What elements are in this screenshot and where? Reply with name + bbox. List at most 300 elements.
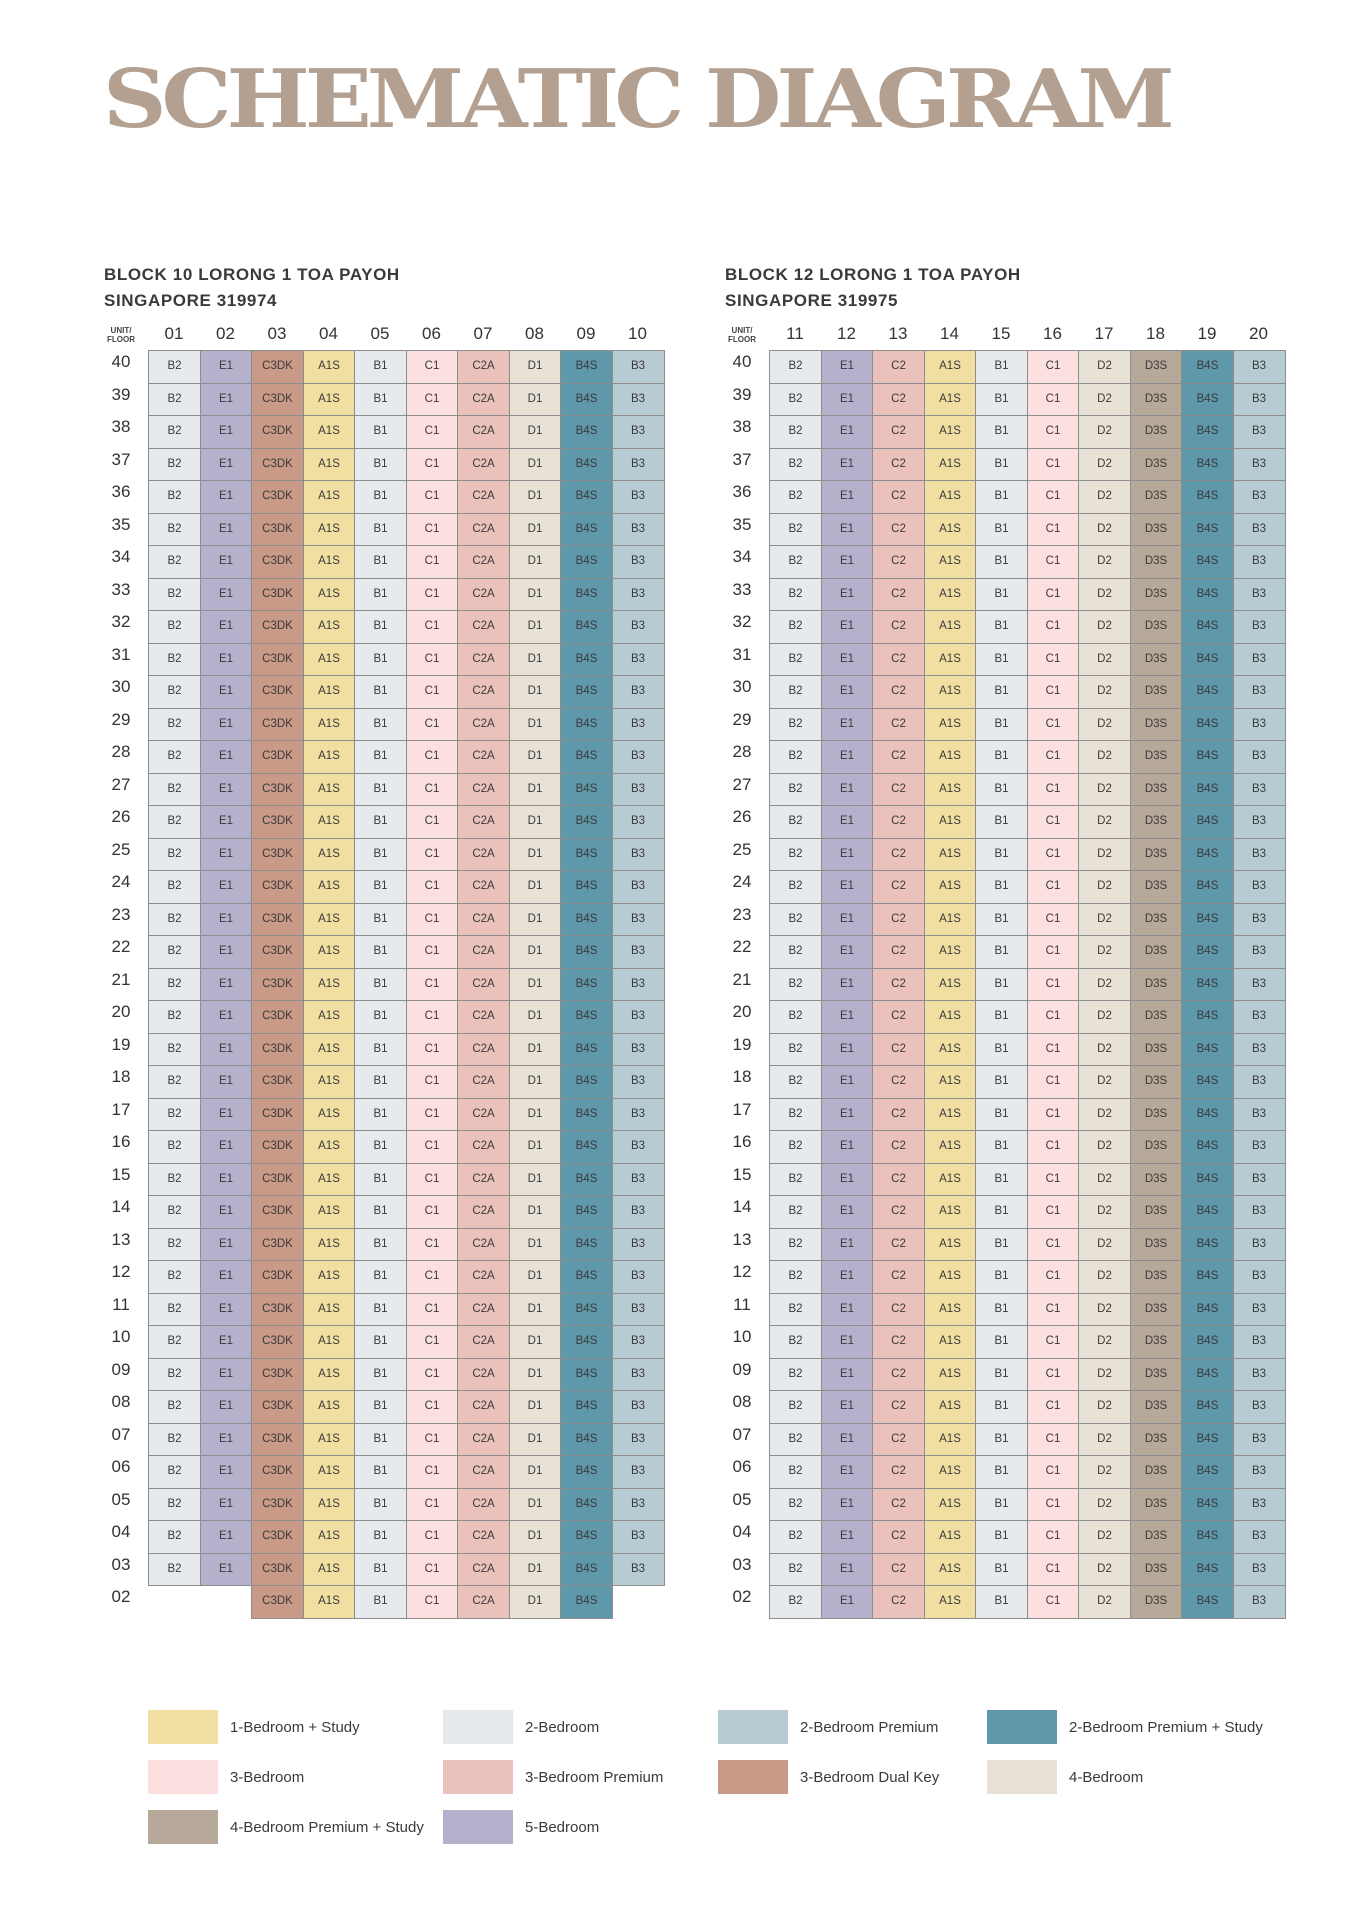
floor-row — [725, 1585, 1285, 1618]
unit-cell: A1S — [924, 383, 977, 417]
unit-cell: B1 — [975, 1488, 1028, 1522]
unit-cell: A1S — [924, 1163, 977, 1197]
floor-label: 35 — [111, 514, 131, 534]
unit-column-label: 19 — [1197, 324, 1217, 343]
unit-cell: D3S — [1130, 1423, 1183, 1457]
unit-cell: D1 — [509, 903, 562, 937]
unit-cell: B3 — [1233, 968, 1286, 1002]
unit-cell: C2A — [457, 968, 510, 1002]
legend-label: 3-Bedroom — [230, 1768, 305, 1786]
unit-cell: A1S — [924, 805, 977, 839]
unit-cell: B2 — [148, 708, 201, 742]
unit-cell: B4S — [560, 480, 613, 514]
block-heading-line1: BLOCK 10 LORONG 1 TOA PAYOH — [104, 265, 400, 284]
floor-row — [104, 1553, 664, 1586]
unit-cell: D2 — [1078, 415, 1131, 449]
unit-cell: B1 — [975, 1000, 1028, 1034]
unit-cell: C1 — [1027, 675, 1080, 709]
unit-cell: C3DK — [251, 870, 304, 904]
unit-cell: B2 — [769, 1455, 822, 1489]
legend-label: 3-Bedroom Premium — [525, 1768, 664, 1786]
unit-cell: A1S — [924, 1228, 977, 1262]
floor-row — [104, 1098, 664, 1131]
unit-cell: A1S — [303, 545, 356, 579]
floor-label: 36 — [111, 482, 131, 501]
unit-cell: A1S — [303, 838, 356, 872]
unit-cell: E1 — [821, 1358, 874, 1392]
unit-cell: A1S — [924, 480, 977, 514]
unit-cell: B4S — [1181, 610, 1234, 644]
unit-cell: C3DK — [251, 968, 304, 1002]
unit-cell: C1 — [1027, 838, 1080, 872]
unit-cell: B2 — [148, 1390, 201, 1424]
unit-cell: B1 — [354, 448, 407, 482]
unit-cell: B3 — [612, 805, 665, 839]
unit-cell: B1 — [354, 1390, 407, 1424]
unit-cell: B4S — [1181, 1195, 1234, 1229]
unit-cell: D1 — [509, 1163, 562, 1197]
floor-row — [725, 968, 1285, 1001]
unit-cell: B2 — [148, 1553, 201, 1587]
unit-cell: E1 — [200, 643, 253, 677]
unit-cell: B4S — [560, 1293, 613, 1327]
unit-cell: B3 — [612, 513, 665, 547]
floor-row — [104, 838, 664, 871]
floor-label: 40 — [732, 352, 752, 371]
unit-cell: B1 — [354, 740, 407, 774]
unit-cell: B3 — [612, 1488, 665, 1522]
unit-cell: B3 — [1233, 838, 1286, 872]
legend-label: 2-Bedroom Premium + Study — [1069, 1718, 1263, 1736]
floor-label: 18 — [111, 1067, 131, 1086]
unit-cell: A1S — [924, 643, 977, 677]
unit-column-label: 05 — [370, 324, 390, 343]
legend-swatch — [987, 1760, 1057, 1794]
unit-cell: B3 — [612, 1325, 665, 1359]
unit-cell: C2A — [457, 350, 510, 384]
unit-cell: B3 — [1233, 1000, 1286, 1034]
unit-cell: A1S — [924, 545, 977, 579]
floor-row — [104, 1390, 664, 1423]
floor-label: 10 — [111, 1327, 131, 1346]
unit-cell: B4S — [560, 1585, 613, 1619]
unit-cell: B4S — [1181, 1423, 1234, 1457]
unit-cell: C3DK — [251, 838, 304, 872]
unit-cell: A1S — [924, 1553, 977, 1587]
unit-cell: E1 — [200, 1520, 253, 1554]
unit-cell: E1 — [200, 1260, 253, 1294]
unit-cell: B2 — [769, 513, 822, 547]
unit-cell: B2 — [769, 1488, 822, 1522]
unit-cell: D1 — [509, 968, 562, 1002]
floor-row — [104, 1423, 664, 1456]
unit-cell: B2 — [148, 1488, 201, 1522]
unit-cell: B3 — [1233, 1325, 1286, 1359]
unit-cell: B4S — [1181, 1130, 1234, 1164]
unit-cell: C1 — [406, 578, 459, 612]
unit-cell: B4S — [1181, 903, 1234, 937]
unit-cell: B2 — [148, 610, 201, 644]
unit-cell: B4S — [560, 773, 613, 807]
unit-cell: A1S — [303, 773, 356, 807]
unit-cell: C3DK — [251, 480, 304, 514]
floor-row — [104, 383, 664, 416]
unit-cell: D1 — [509, 350, 562, 384]
unit-cell: A1S — [303, 1553, 356, 1587]
unit-cell: B2 — [769, 870, 822, 904]
unit-cell: A1S — [924, 1358, 977, 1392]
unit-cell: D2 — [1078, 1260, 1131, 1294]
unit-cell: C3DK — [251, 1488, 304, 1522]
floor-label: 07 — [732, 1424, 752, 1444]
unit-cell: A1S — [924, 513, 977, 547]
floor-label: 12 — [111, 1262, 131, 1281]
unit-cell: C1 — [1027, 708, 1080, 742]
unit-grid — [725, 350, 1285, 1618]
unit-cell: C2A — [457, 578, 510, 612]
unit-cell: E1 — [821, 1325, 874, 1359]
unit-cell: A1S — [924, 1390, 977, 1424]
unit-cell: B3 — [612, 480, 665, 514]
unit-cell: E1 — [821, 838, 874, 872]
unit-cell: B2 — [148, 1293, 201, 1327]
unit-cell: B2 — [769, 773, 822, 807]
unit-cell: D3S — [1130, 1033, 1183, 1067]
unit-cell: C2A — [457, 1195, 510, 1229]
unit-cell: B1 — [354, 480, 407, 514]
unit-cell: B4S — [1181, 415, 1234, 449]
legend-swatch — [718, 1710, 788, 1744]
floor-row — [725, 805, 1285, 838]
floor-label: 15 — [732, 1164, 752, 1184]
floor-row — [104, 1325, 664, 1358]
unit-cell: A1S — [924, 935, 977, 969]
floor-row — [725, 1553, 1285, 1586]
unit-cell: D3S — [1130, 545, 1183, 579]
unit-cell: B2 — [769, 903, 822, 937]
unit-cell: C1 — [406, 1098, 459, 1132]
floor-label: 32 — [732, 612, 752, 631]
unit-cell: B1 — [975, 448, 1028, 482]
unit-cell: C2A — [457, 1228, 510, 1262]
unit-cell: D3S — [1130, 708, 1183, 742]
unit-cell: C3DK — [251, 1293, 304, 1327]
unit-cell: B2 — [148, 350, 201, 384]
unit-cell: A1S — [924, 1098, 977, 1132]
unit-cell: A1S — [303, 448, 356, 482]
unit-cell: D1 — [509, 643, 562, 677]
unit-cell: C1 — [406, 415, 459, 449]
unit-cell: C2 — [872, 1325, 925, 1359]
unit-cell: C1 — [406, 513, 459, 547]
legend-swatch — [987, 1710, 1057, 1744]
unit-cell: B3 — [1233, 1390, 1286, 1424]
unit-cell: C1 — [406, 610, 459, 644]
unit-cell: B4S — [1181, 1520, 1234, 1554]
unit-cell: B2 — [148, 1065, 201, 1099]
unit-cell: E1 — [821, 1195, 874, 1229]
floor-row — [104, 1000, 664, 1033]
unit-cell: B2 — [769, 805, 822, 839]
unit-cell: D2 — [1078, 1293, 1131, 1327]
unit-cell: D3S — [1130, 1293, 1183, 1327]
unit-cell: D1 — [509, 1553, 562, 1587]
block-12-schematic — [725, 262, 1285, 1618]
floor-row — [104, 350, 664, 383]
unit-cell: D2 — [1078, 1228, 1131, 1262]
unit-cell: C2A — [457, 1130, 510, 1164]
unit-cell: C2 — [872, 968, 925, 1002]
unit-cell: B1 — [975, 903, 1028, 937]
unit-cell: B1 — [354, 935, 407, 969]
legend-item — [443, 1810, 599, 1844]
unit-cell: B3 — [612, 643, 665, 677]
unit-cell: B1 — [354, 1065, 407, 1099]
unit-cell: B2 — [769, 1553, 822, 1587]
unit-cell: B3 — [612, 935, 665, 969]
unit-cell: B2 — [148, 1423, 201, 1457]
unit-cell: C1 — [1027, 1260, 1080, 1294]
floor-row — [725, 643, 1285, 676]
unit-cell: C2A — [457, 480, 510, 514]
unit-cell: B3 — [1233, 643, 1286, 677]
unit-cell: B1 — [975, 1455, 1028, 1489]
unit-cell: E1 — [200, 1423, 253, 1457]
floor-label: 36 — [732, 482, 752, 501]
floor-row — [104, 1228, 664, 1261]
unit-cell: C1 — [1027, 643, 1080, 677]
unit-column-label: 20 — [1249, 324, 1268, 343]
unit-cell: A1S — [924, 870, 977, 904]
unit-cell: D2 — [1078, 383, 1131, 417]
unit-cell: D2 — [1078, 708, 1131, 742]
unit-cell: B4S — [560, 805, 613, 839]
floor-label: 20 — [732, 1002, 752, 1021]
legend-item — [718, 1710, 938, 1744]
unit-cell: B4S — [1181, 1098, 1234, 1132]
unit-cell: B2 — [148, 1358, 201, 1392]
floor-row — [725, 773, 1285, 806]
unit-cell: C1 — [1027, 1033, 1080, 1067]
unit-cell: B1 — [975, 773, 1028, 807]
unit-cell: B3 — [612, 1000, 665, 1034]
unit-cell: B2 — [769, 448, 822, 482]
unit-cell: C3DK — [251, 903, 304, 937]
unit-cell: A1S — [303, 805, 356, 839]
floor-row — [104, 805, 664, 838]
unit-cell: A1S — [303, 1455, 356, 1489]
unit-cell: B2 — [148, 545, 201, 579]
unit-cell: C1 — [1027, 1488, 1080, 1522]
unit-cell: C2 — [872, 1228, 925, 1262]
unit-cell: A1S — [303, 415, 356, 449]
unit-cell: B4S — [1181, 643, 1234, 677]
unit-cell: B3 — [612, 1423, 665, 1457]
unit-cell: B1 — [354, 383, 407, 417]
unit-cell: B1 — [354, 675, 407, 709]
floor-row — [104, 578, 664, 611]
unit-cell: C1 — [1027, 610, 1080, 644]
unit-cell: B3 — [612, 1553, 665, 1587]
unit-cell: D1 — [509, 513, 562, 547]
legend-item — [987, 1710, 1263, 1744]
floor-row — [104, 903, 664, 936]
unit-cell: A1S — [303, 1358, 356, 1392]
floor-row — [104, 870, 664, 903]
unit-cell: B3 — [1233, 1098, 1286, 1132]
unit-cell: B3 — [1233, 1195, 1286, 1229]
unit-cell: D1 — [509, 1228, 562, 1262]
unit-cell: C2A — [457, 383, 510, 417]
unit-cell: B1 — [354, 545, 407, 579]
unit-cell: B4S — [560, 708, 613, 742]
unit-cell: E1 — [821, 935, 874, 969]
unit-cell: B1 — [975, 1553, 1028, 1587]
unit-cell: C1 — [1027, 1195, 1080, 1229]
unit-cell: B4S — [1181, 870, 1234, 904]
unit-cell: A1S — [303, 1488, 356, 1522]
floor-row — [725, 1520, 1285, 1553]
unit-cell: C1 — [406, 870, 459, 904]
unit-cell: D3S — [1130, 1065, 1183, 1099]
unit-cell: E1 — [200, 675, 253, 709]
unit-cell: C3DK — [251, 1065, 304, 1099]
unit-cell: D3S — [1130, 870, 1183, 904]
unit-cell: B4S — [1181, 448, 1234, 482]
floor-label: 30 — [732, 677, 752, 696]
unit-cell: C1 — [1027, 740, 1080, 774]
legend-swatch — [718, 1760, 788, 1794]
unit-cell: B1 — [975, 383, 1028, 417]
unit-cell: D3S — [1130, 838, 1183, 872]
unit-cell: C2 — [872, 675, 925, 709]
unit-cell: B3 — [612, 1130, 665, 1164]
unit-cell: C2 — [872, 610, 925, 644]
unit-cell: B4S — [560, 448, 613, 482]
unit-cell: E1 — [821, 1033, 874, 1067]
unit-cell: B1 — [354, 1228, 407, 1262]
unit-cell: E1 — [821, 708, 874, 742]
unit-cell: E1 — [821, 610, 874, 644]
unit-cell: C2 — [872, 415, 925, 449]
unit-cell: A1S — [303, 1260, 356, 1294]
unit-cell: A1S — [924, 708, 977, 742]
floor-label: 11 — [733, 1294, 751, 1314]
unit-cell: A1S — [924, 740, 977, 774]
unit-cell: B2 — [148, 1520, 201, 1554]
unit-cell: B1 — [354, 350, 407, 384]
unit-cell: A1S — [924, 1455, 977, 1489]
legend-swatch — [148, 1760, 218, 1794]
unit-cell: B4S — [560, 1488, 613, 1522]
unit-column-label: 17 — [1094, 324, 1114, 343]
block-heading-line2: SINGAPORE 319974 — [104, 291, 278, 310]
unit-cell: C2A — [457, 708, 510, 742]
floor-label: 14 — [111, 1197, 131, 1216]
unit-cell: D1 — [509, 1033, 562, 1067]
unit-cell: C3DK — [251, 448, 304, 482]
floor-row — [104, 935, 664, 968]
unit-cell: E1 — [200, 1293, 253, 1327]
unit-cell: E1 — [821, 513, 874, 547]
unit-cell: B1 — [975, 870, 1028, 904]
unit-cell: B3 — [1233, 448, 1286, 482]
unit-cell: C1 — [1027, 1065, 1080, 1099]
unit-cell: C3DK — [251, 708, 304, 742]
floor-label: 19 — [732, 1034, 752, 1054]
unit-cell: B4S — [560, 935, 613, 969]
floor-label: 38 — [732, 417, 752, 436]
unit-cell: C1 — [406, 805, 459, 839]
unit-cell: E1 — [821, 578, 874, 612]
floor-label: 31 — [732, 644, 752, 664]
floor-row — [725, 480, 1285, 513]
unit-cell: C2 — [872, 480, 925, 514]
unit-cell: B1 — [975, 1390, 1028, 1424]
unit-cell: E1 — [821, 870, 874, 904]
unit-cell: A1S — [303, 903, 356, 937]
unit-cell: B1 — [354, 773, 407, 807]
unit-cell: D1 — [509, 1130, 562, 1164]
floor-row — [725, 1423, 1285, 1456]
unit-cell: C1 — [406, 1228, 459, 1262]
unit-cell: C2A — [457, 838, 510, 872]
unit-cell: B1 — [975, 708, 1028, 742]
unit-cell: D3S — [1130, 1325, 1183, 1359]
unit-cell: B4S — [560, 545, 613, 579]
floor-row — [725, 1065, 1285, 1098]
unit-cell: B2 — [769, 968, 822, 1002]
unit-cell: E1 — [200, 1195, 253, 1229]
unit-cell: B2 — [769, 675, 822, 709]
unit-cell: A1S — [303, 968, 356, 1002]
floor-row — [725, 1163, 1285, 1196]
unit-cell: A1S — [303, 1390, 356, 1424]
unit-cell: C2A — [457, 545, 510, 579]
unit-cell: C3DK — [251, 1195, 304, 1229]
unit-cell: D3S — [1130, 1553, 1183, 1587]
unit-cell: C2 — [872, 805, 925, 839]
unit-cell: C2A — [457, 1033, 510, 1067]
unit-cell: A1S — [924, 578, 977, 612]
unit-cell: B4S — [1181, 675, 1234, 709]
floor-label: 03 — [111, 1554, 131, 1574]
unit-cell: B3 — [1233, 935, 1286, 969]
unit-cell: C3DK — [251, 350, 304, 384]
unit-cell: B3 — [612, 1520, 665, 1554]
unit-cell: D1 — [509, 448, 562, 482]
unit-cell: D2 — [1078, 1033, 1131, 1067]
floor-row — [104, 675, 664, 708]
unit-cell: C2A — [457, 1390, 510, 1424]
legend-item — [443, 1710, 599, 1744]
unit-cell: C3DK — [251, 1163, 304, 1197]
floor-row — [725, 1455, 1285, 1488]
unit-cell: C1 — [406, 1488, 459, 1522]
unit-cell: D2 — [1078, 513, 1131, 547]
unit-cell: B3 — [612, 1163, 665, 1197]
unit-cell: B1 — [975, 643, 1028, 677]
floor-label: 33 — [732, 579, 752, 599]
unit-cell: E1 — [821, 1423, 874, 1457]
unit-cell: B1 — [975, 968, 1028, 1002]
unit-cell: C3DK — [251, 1390, 304, 1424]
unit-cell: B4S — [1181, 838, 1234, 872]
unit-cell: D3S — [1130, 1228, 1183, 1262]
unit-cell: C2 — [872, 870, 925, 904]
unit-cell: B2 — [148, 1000, 201, 1034]
unit-cell: C2 — [872, 350, 925, 384]
